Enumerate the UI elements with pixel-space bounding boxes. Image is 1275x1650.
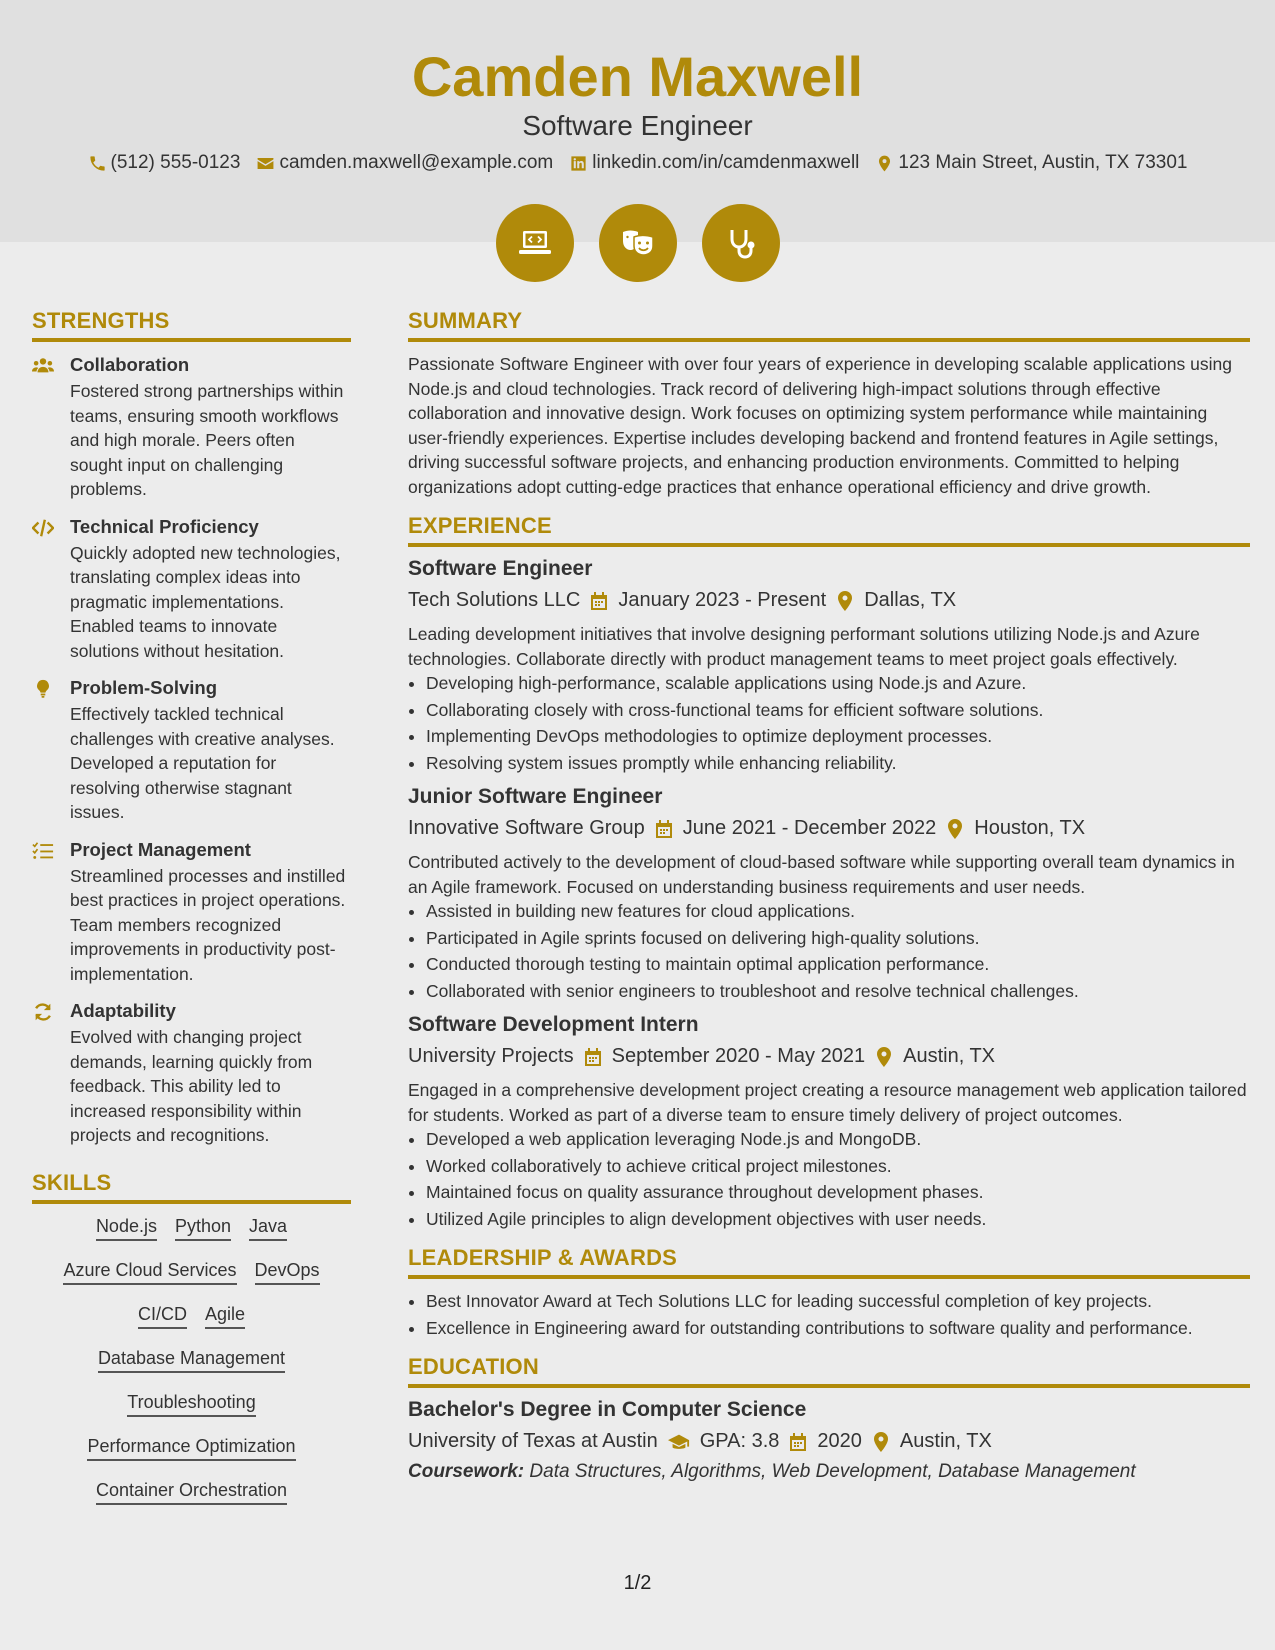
strength-title: Project Management [70, 838, 251, 860]
stethoscope-icon [721, 223, 761, 263]
job-bullets [408, 899, 1250, 1003]
skill-tag: DevOps [255, 1260, 320, 1285]
lightbulb-icon [32, 679, 54, 699]
contact-phone[interactable] [88, 152, 241, 174]
list-item: • Utilized Agile principles to align development objectives with user needs. [426, 1207, 1250, 1232]
interest-circle-health [702, 204, 780, 282]
skill-tag: Node.js [96, 1216, 157, 1241]
list-item: • Assisted in building new features for cloud applications. [426, 899, 1250, 924]
code-icon [32, 518, 54, 538]
education-gpa: GPA: 3.8 [699, 1430, 780, 1452]
strength-item [32, 677, 351, 825]
interest-circle-laptop [496, 204, 574, 282]
calendar-icon [655, 819, 673, 839]
job-company: University Projects [408, 1045, 574, 1067]
list-item: • Resolving system issues promptly while enhancing reliability. [426, 751, 1250, 776]
skill-tag: Performance Optimization [87, 1436, 295, 1461]
contact-linkedin-text: linkedin.com/in/camdenmaxwell [592, 152, 860, 173]
map-pin-icon [875, 1047, 893, 1067]
list-item: • Implementing DevOps methodologies to optimize deployment processes. [426, 724, 1250, 749]
job-entry-title: Software Engineer [408, 557, 593, 580]
strength-item [32, 839, 351, 987]
strength-item [32, 354, 351, 502]
list-item: • Collaborated with senior engineers to troubleshoot and resolve technical challenges. [426, 979, 1250, 1004]
graduation-cap-icon [668, 1432, 690, 1452]
users-icon [32, 356, 54, 376]
strength-item [32, 516, 351, 664]
interest-icons [0, 204, 1275, 282]
list-item: • Collaborating closely with cross-functional teams for efficient software solutions. [426, 698, 1250, 723]
list-item: • Participated in Agile sprints focused on delivering high-quality solutions. [426, 926, 1250, 951]
strength-item [32, 1000, 351, 1148]
masks-theater-icon [618, 223, 658, 263]
job-meta [408, 589, 1250, 612]
contact-linkedin[interactable] [569, 152, 859, 174]
strength-desc: Effectively tackled technical challenges with creative analyses. Developed a reputation for resolving otherwise stagnant issues. [70, 704, 335, 822]
skill-tag: Agile [205, 1304, 245, 1329]
coursework-label: Coursework: [408, 1461, 525, 1482]
list-item: • Conducted thorough testing to maintain optimal application performance. [426, 952, 1250, 977]
job-meta [408, 1045, 1250, 1068]
skills-list [32, 1216, 351, 1505]
education-heading: EDUCATION [408, 1354, 1250, 1388]
job-dates: June 2021 - December 2022 [682, 817, 937, 839]
calendar-icon [590, 591, 608, 611]
calendar-icon [584, 1047, 602, 1067]
awards-heading: LEADERSHIP & AWARDS [408, 1245, 1250, 1279]
contact-phone-text: (512) 555-0123 [110, 152, 241, 173]
map-pin-icon [836, 591, 854, 611]
list-item: • Developing high-performance, scalable applications using Node.js and Azure. [426, 671, 1250, 696]
awards-section [408, 1245, 1250, 1340]
skill-tag: Java [249, 1216, 287, 1241]
job-dates: January 2023 - Present [618, 589, 827, 611]
education-meta [408, 1430, 1250, 1453]
envelope-icon [256, 154, 275, 173]
awards-list [408, 1289, 1250, 1340]
contact-bar [0, 152, 1275, 174]
skill-tag: Container Orchestration [96, 1480, 287, 1505]
contact-email-text: camden.maxwell@example.com [279, 152, 554, 173]
right-column [408, 308, 1250, 1497]
skill-tag: Azure Cloud Services [63, 1260, 236, 1285]
interest-circle-theater [599, 204, 677, 282]
job-dates: September 2020 - May 2021 [611, 1045, 866, 1067]
education-section [408, 1354, 1250, 1483]
experience-heading: EXPERIENCE [408, 513, 1250, 547]
list-item: • Worked collaboratively to achieve critical project milestones. [426, 1154, 1250, 1179]
job-location: Austin, TX [903, 1045, 996, 1067]
phone-icon [88, 154, 107, 173]
list-check-icon [32, 841, 54, 861]
strength-desc: Evolved with changing project demands, learning quickly from feedback. This ability led to increased responsibility within projects and recognitions. [70, 1027, 313, 1145]
job-company: Innovative Software Group [408, 817, 645, 839]
contact-address [875, 152, 1187, 174]
education-location: Austin, TX [899, 1430, 992, 1452]
job-location: Houston, TX [974, 817, 1086, 839]
coursework-list: Data Structures, Algorithms, Web Development, Database Management [529, 1461, 1136, 1482]
contact-address-text: 123 Main Street, Austin, TX 73301 [898, 152, 1188, 173]
map-pin-icon [875, 154, 894, 173]
job-bullets [408, 1127, 1250, 1231]
page-number: 1/2 [623, 1572, 652, 1594]
job-entry [408, 785, 1250, 1003]
list-item: • Excellence in Engineering award for outstanding contributions to software quality and performance. [426, 1316, 1250, 1341]
job-title: Software Engineer [522, 110, 753, 141]
education-degree: Bachelor's Degree in Computer Science [408, 1398, 807, 1421]
education-school: University of Texas at Austin [408, 1430, 658, 1452]
map-pin-icon [946, 819, 964, 839]
strength-title: Technical Proficiency [70, 515, 259, 537]
experience-section [408, 513, 1250, 1231]
job-bullets [408, 671, 1250, 775]
job-entry [408, 557, 1250, 775]
strength-desc: Quickly adopted new technologies, translating complex ideas into pragmatic implementations. Enabled teams to innovate solutions without hesitation. [70, 542, 341, 661]
contact-email[interactable] [256, 152, 553, 174]
summary-heading: SUMMARY [408, 308, 1250, 342]
strength-title: Adaptability [70, 1000, 176, 1021]
linkedin-icon [569, 154, 588, 173]
coursework [408, 1461, 1250, 1483]
skill-tag: Database Management [98, 1348, 285, 1373]
list-item: • Maintained focus on quality assurance throughout development phases. [426, 1180, 1250, 1205]
job-entry-title: Junior Software Engineer [408, 785, 663, 808]
job-desc: Engaged in a comprehensive development project creating a resource management web application tailored for students. Worked as part of a diverse team to ensure timely delivery of project outcomes. [408, 1080, 1247, 1125]
map-pin-icon [872, 1432, 890, 1452]
job-desc: Leading development initiatives that involve designing performant solutions utilizing Node.js and Azure technologies. Collaborate directly with product management teams to meet project goals effectively. [408, 624, 1200, 669]
candidate-name: Camden Maxwell [411, 45, 864, 108]
sync-icon [32, 1002, 54, 1022]
skills-heading: SKILLS [32, 1170, 351, 1204]
left-column [32, 308, 351, 1524]
job-location: Dallas, TX [864, 589, 957, 611]
strength-title: Problem-Solving [70, 677, 217, 698]
list-item: • Best Innovator Award at Tech Solutions LLC for leading successful completion of key projects. [426, 1289, 1250, 1314]
skill-tag: Python [175, 1216, 231, 1241]
job-entry-title: Software Development Intern [408, 1013, 699, 1036]
laptop-code-icon [515, 223, 555, 263]
job-company: Tech Solutions LLC [408, 589, 581, 611]
skill-tag: Troubleshooting [127, 1392, 255, 1417]
job-desc: Contributed actively to the development of cloud-based software while supporting overall team dynamics in an Agile framework. Focused on understanding business requirements and user needs. [408, 852, 1235, 897]
job-entry [408, 1013, 1250, 1231]
list-item: • Developed a web application leveraging Node.js and MongoDB. [426, 1127, 1250, 1152]
job-meta [408, 817, 1250, 840]
strength-desc: Streamlined processes and instilled best practices in project operations. Team members recognized improvements in productivity post-implementation. [70, 865, 346, 984]
education-year: 2020 [817, 1430, 862, 1452]
strength-desc: Fostered strong partnerships within teams, ensuring smooth workflows and high morale. Peers often sought input on challenging problems. [70, 381, 344, 499]
strength-title: Collaboration [70, 354, 190, 375]
strengths-heading: STRENGTHS [32, 308, 351, 342]
summary-section [408, 308, 1250, 499]
calendar-icon [789, 1432, 807, 1452]
summary-text: Passionate Software Engineer with over four years of experience in developing scalable applications using Node.js and cloud technologies. Track record of delivering high-impact solutions through effective collaboration and innovative design. Work focuses on optimizing system performance while maintaining user-friendly experiences. Expertise includes developing backend and frontend features in Agile settings, driving successful software projects, and enhancing production environments. Committed to helping organizations adopt cutting-edge practices that enhance operational efficiency and drive growth. [408, 354, 1232, 497]
skill-tag: CI/CD [138, 1304, 187, 1329]
